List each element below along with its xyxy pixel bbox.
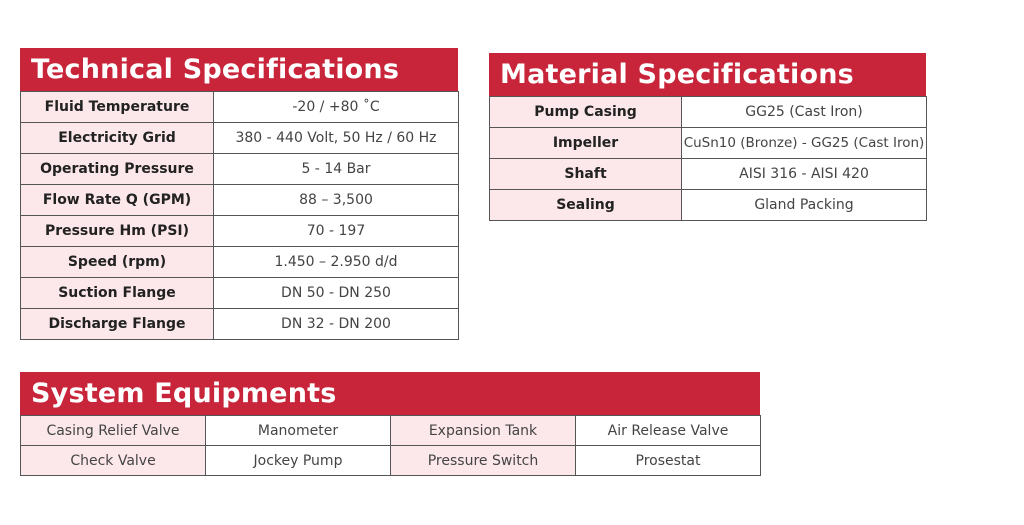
spec-value: 70 - 197 — [214, 216, 459, 247]
technical-specifications-panel — [20, 48, 458, 340]
equipment-item: Air Release Valve — [576, 416, 761, 446]
technical-specifications-table — [20, 91, 459, 340]
spec-value: DN 32 - DN 200 — [214, 309, 459, 340]
table-row — [21, 416, 761, 446]
material-label: Sealing — [490, 190, 682, 221]
material-specifications-title: Material Specifications — [489, 53, 926, 96]
material-label: Pump Casing — [490, 97, 682, 128]
spec-label: Flow Rate Q (GPM) — [21, 185, 214, 216]
table-row — [490, 190, 927, 221]
equipment-item: Check Valve — [21, 446, 206, 476]
spec-label: Electricity Grid — [21, 123, 214, 154]
table-row — [21, 446, 761, 476]
material-value: CuSn10 (Bronze) - GG25 (Cast Iron) — [682, 128, 927, 159]
equipment-item: Casing Relief Valve — [21, 416, 206, 446]
table-row — [21, 216, 459, 247]
equipment-item: Manometer — [206, 416, 391, 446]
equipment-item: Jockey Pump — [206, 446, 391, 476]
table-row — [490, 159, 927, 190]
table-row — [21, 123, 459, 154]
spec-value: -20 / +80 ˚C — [214, 92, 459, 123]
table-row — [21, 154, 459, 185]
spec-value: 5 - 14 Bar — [214, 154, 459, 185]
spec-value: DN 50 - DN 250 — [214, 278, 459, 309]
spec-label: Pressure Hm (PSI) — [21, 216, 214, 247]
spec-label: Fluid Temperature — [21, 92, 214, 123]
technical-specifications-title: Technical Specifications — [20, 48, 458, 91]
spec-value: 1.450 – 2.950 d/d — [214, 247, 459, 278]
spec-label: Discharge Flange — [21, 309, 214, 340]
spec-label: Operating Pressure — [21, 154, 214, 185]
spec-value: 88 – 3,500 — [214, 185, 459, 216]
system-equipments-panel — [20, 372, 760, 476]
material-specifications-table — [489, 96, 927, 221]
table-row — [21, 309, 459, 340]
equipment-item: Expansion Tank — [391, 416, 576, 446]
material-value: AISI 316 - AISI 420 — [682, 159, 927, 190]
material-specifications-panel — [489, 53, 926, 221]
system-equipments-title: System Equipments — [20, 372, 760, 415]
system-equipments-table — [20, 415, 761, 476]
material-label: Impeller — [490, 128, 682, 159]
table-row — [21, 92, 459, 123]
table-row — [490, 128, 927, 159]
equipment-item: Prosestat — [576, 446, 761, 476]
table-row — [21, 185, 459, 216]
table-row — [21, 247, 459, 278]
spec-label: Speed (rpm) — [21, 247, 214, 278]
material-value: GG25 (Cast Iron) — [682, 97, 927, 128]
table-row — [490, 97, 927, 128]
spec-value: 380 - 440 Volt, 50 Hz / 60 Hz — [214, 123, 459, 154]
material-value: Gland Packing — [682, 190, 927, 221]
spec-label: Suction Flange — [21, 278, 214, 309]
table-row — [21, 278, 459, 309]
equipment-item: Pressure Switch — [391, 446, 576, 476]
material-label: Shaft — [490, 159, 682, 190]
